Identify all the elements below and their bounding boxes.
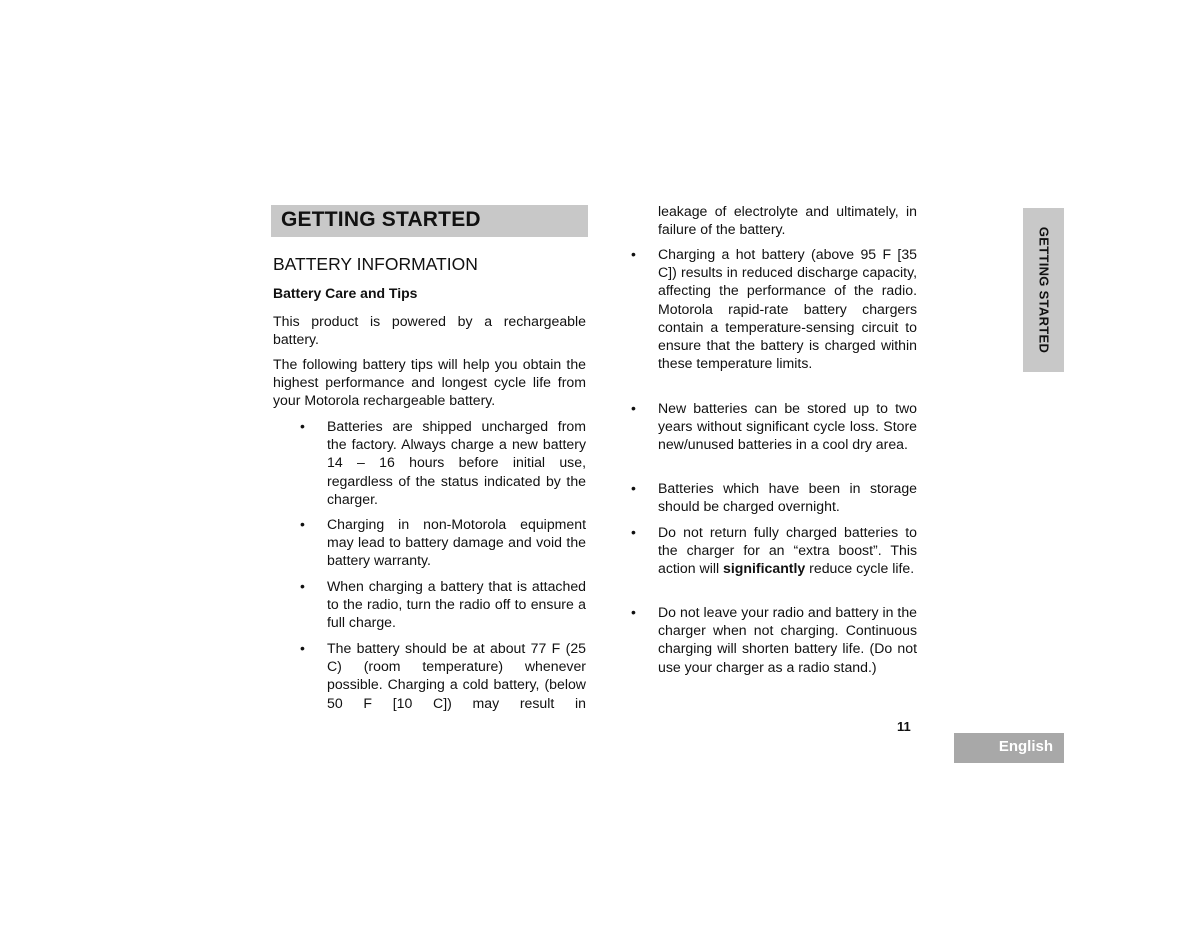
right-bullet-3: Batteries which have been in storage should be charged overnight.: [658, 480, 917, 515]
page-number: 11: [897, 719, 911, 734]
intro-paragraph-1: This product is powered by a rechargeable battery.: [273, 313, 586, 348]
bullet-marker: •: [300, 578, 305, 594]
bullet-marker: •: [631, 246, 636, 262]
left-bullet-4: The battery should be at about 77 F (25 C) (room temperature) whenever possible. Charging a cold battery, (below 50 F [10 C]) may result in: [327, 640, 586, 711]
boost-text-before: Do not return fully charged batteries to the charger for an “extra boost”. This action will: [658, 524, 917, 577]
section-title: GETTING STARTED: [281, 208, 481, 231]
section-title-bar: [271, 205, 588, 237]
right-bullet-2: New batteries can be stored up to two years without significant cycle loss. Store new/unused batteries in a cool dry area.: [658, 400, 917, 453]
right-bullet-4: [658, 523, 917, 578]
battery-care-subheading: Battery Care and Tips: [273, 285, 418, 301]
side-section-tab: [1023, 208, 1064, 372]
boost-emphasis: significantly: [723, 560, 806, 577]
bullet-marker: •: [300, 418, 305, 434]
language-label: English: [998, 738, 1053, 755]
intro-paragraph-2: The following battery tips will help you obtain the highest performance and longest cycle life from your Motorola rechargeable battery.: [273, 356, 586, 409]
bullet-marker: •: [631, 480, 636, 496]
battery-information-heading: BATTERY INFORMATION: [273, 254, 478, 274]
bullet-marker: •: [300, 516, 305, 532]
boost-text-after: reduce cycle life.: [805, 560, 915, 577]
language-tab: [954, 733, 1064, 763]
bullet-marker: •: [631, 400, 636, 416]
right-continuation: leakage of electrolyte and ultimately, in failure of the battery.: [658, 203, 917, 238]
bullet-marker: •: [631, 524, 636, 540]
side-section-tab-label: GETTING STARTED: [1036, 226, 1051, 354]
bullet-marker: •: [300, 640, 305, 656]
left-bullet-3: When charging a battery that is attached to the radio, turn the radio off to ensure a full charge.: [327, 578, 586, 631]
bullet-marker: •: [631, 604, 636, 620]
left-bullet-1: Batteries are shipped uncharged from the factory. Always charge a new battery 14 – 16 hours before initial use, regardless of the status indicated by the charger.: [327, 418, 586, 507]
right-bullet-5: Do not leave your radio and battery in the charger when not charging. Continuous charging will shorten battery life. (Do not use your charger as a radio stand.): [658, 604, 917, 675]
right-bullet-1: Charging a hot battery (above 95 F [35 C]) results in reduced discharge capacity, affecting the performance of the radio. Motorola rapid-rate battery chargers contain a temperature-sensing circuit to ensure that the battery is charged within these temperature limits.: [658, 246, 917, 372]
left-bullet-2: Charging in non-Motorola equipment may lead to battery damage and void the battery warranty.: [327, 516, 586, 569]
